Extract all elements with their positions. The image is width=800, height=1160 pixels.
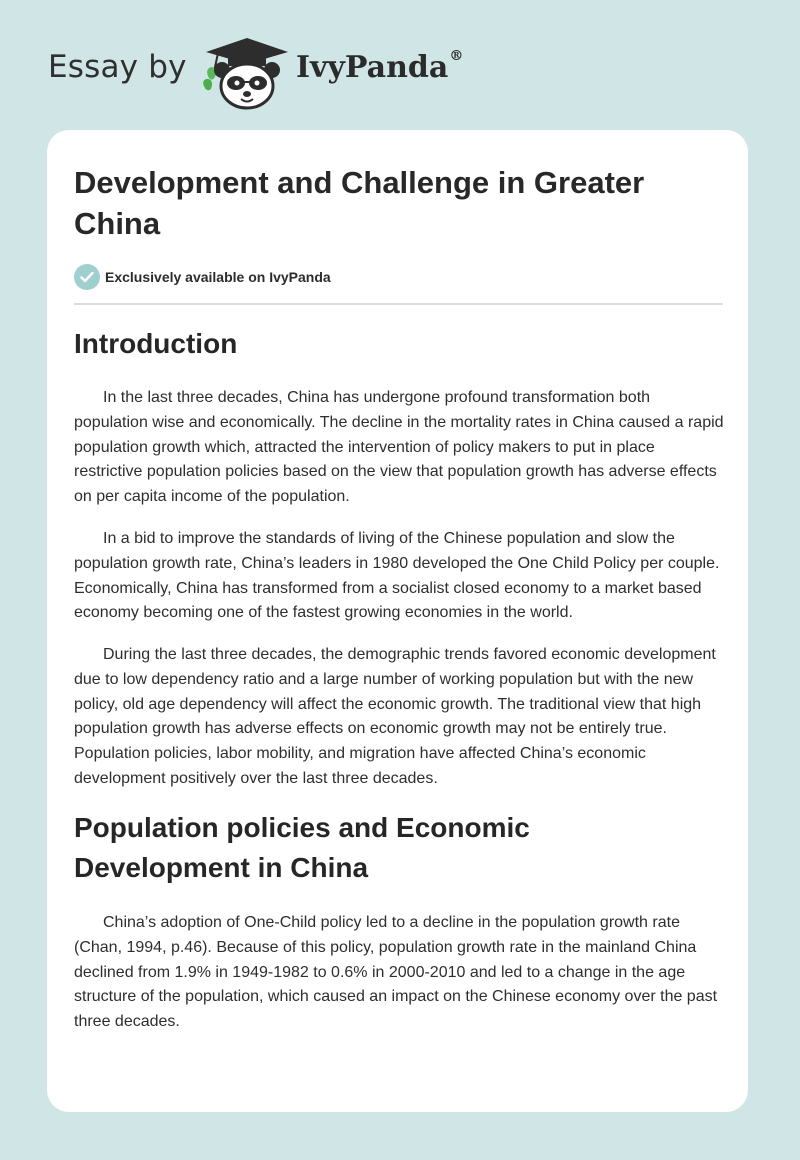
essay-card (47, 130, 748, 1112)
badge-text: Exclusively available on IvyPanda (105, 269, 331, 285)
site-header (0, 0, 800, 130)
divider (74, 303, 723, 305)
section-heading-introduction: Introduction (74, 328, 238, 359)
paragraph: In the last three decades, China has undergone profound transformation both population wise and economically. The decline in the mortality rates in China caused a rapid population growth which, attracted the intervention of policy makers to put in place restrictive population policies based on the view that population growth has adverse effects on per capita income of the population. (74, 389, 724, 506)
section-heading-population-policies: Population policies and Economic Development in China (74, 812, 530, 883)
page-title: Development and Challenge in Greater China (74, 165, 645, 241)
panda-logo-icon[interactable] (202, 36, 292, 112)
registered-mark: ® (449, 48, 464, 64)
paragraph: China’s adoption of One-Child policy led to a decline in the population growth rate (Chan, 1994, p.46). Because of this policy, population growth rate in the mainland China declined from 1.9% in 1949-1982 to 0.6% in 2000-2010 and led to a change in the age structure of the population, which caused an impact on the Chinese economy over the past three decades. (74, 914, 718, 1031)
brand-text: IvyPanda (296, 50, 449, 85)
check-circle-icon (74, 264, 100, 290)
essay-by-label: Essay by (48, 49, 187, 85)
exclusive-badge (74, 264, 331, 290)
paragraph: During the last three decades, the demographic trends favored economic development due to low dependency ratio and a large number of working population but with the new policy, old age dependency will affect the economic growth. The traditional view that high population growth has adverse effects on economic growth may not be entirely true. Population policies, labor mobility, and migration have affected China’s economic development positively over the last three decades. (74, 646, 716, 787)
paragraph: In a bid to improve the standards of living of the Chinese population and slow the population growth rate, China’s leaders in 1980 developed the One Child Policy per couple. Economically, China has transformed from a socialist closed economy to a market based economy becoming one of the fastest growing economies in the world. (74, 530, 720, 622)
brand-name[interactable] (296, 50, 463, 85)
